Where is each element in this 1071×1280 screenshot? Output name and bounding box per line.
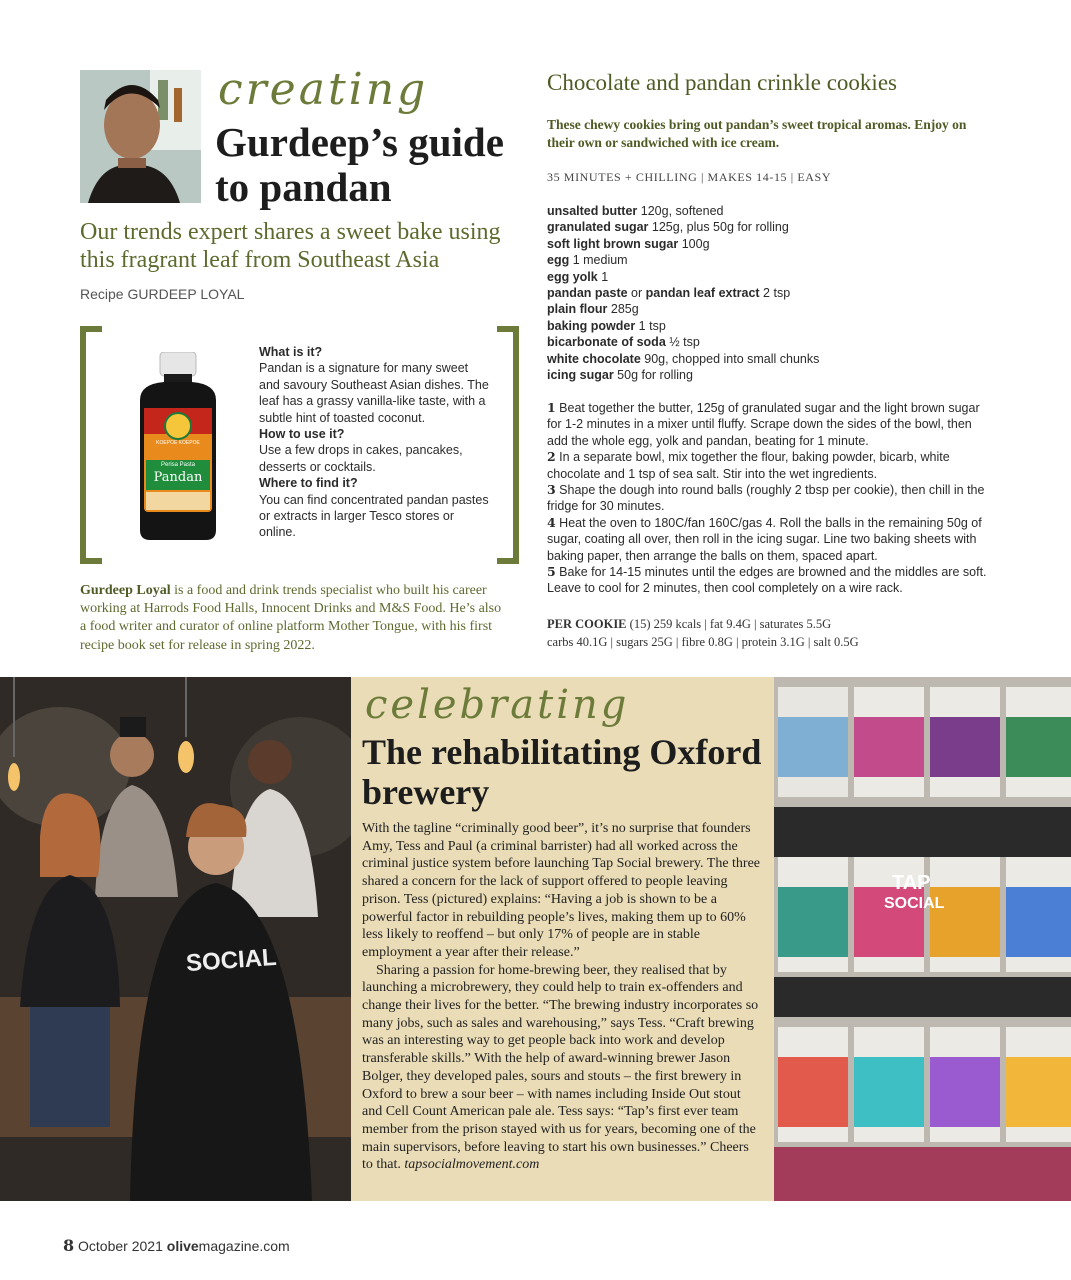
paragraph <box>362 962 762 1174</box>
can-label-tap: TAP <box>892 872 931 894</box>
step-text: In a separate bowl, mix together the flour, baking powder, bicarb, white chocolate and 1 tsp of sea salt. Stir into the wet ingredients. <box>547 450 950 481</box>
ingredient-name: egg yolk <box>547 269 598 284</box>
ingredient-name: unsalted butter <box>547 204 638 218</box>
step-number: 3 <box>547 482 556 498</box>
brewery-founders-photo <box>0 677 351 1201</box>
ingredient-amount: 120g, softened <box>637 204 724 218</box>
ingredient-name: granulated sugar <box>547 220 649 235</box>
bottle-brand-label: KOEPOE KOEPOE <box>156 440 200 446</box>
ingredient-amount: 1 tsp <box>635 318 666 333</box>
faq-answer: Use a few drops in cakes, pancakes, desserts or cocktails. <box>259 443 463 474</box>
ingredient <box>547 236 987 252</box>
ingredient-amount: 1 <box>597 269 609 284</box>
method-step <box>547 515 987 564</box>
step-number: 2 <box>547 449 556 465</box>
step-text: Shape the dough into round balls (roughly 2 tbsp per cookie), then chill in the fridge for 30 minutes. <box>547 483 985 514</box>
issue-date: October 2021 <box>74 1238 167 1254</box>
step-number: 4 <box>547 514 556 530</box>
ingredient-connector: or <box>627 286 646 301</box>
brand-bold: olive <box>166 1238 199 1254</box>
ingredient <box>547 252 987 268</box>
ingredient-amount: 285g <box>607 302 639 317</box>
brand-rest: magazine.com <box>198 1238 290 1254</box>
ingredient <box>547 334 987 350</box>
pandan-bottle-image <box>130 352 226 542</box>
article-title: Gurdeep’s guide to pandan <box>215 119 504 210</box>
ingredient-amount: 125g, plus 50g for rolling <box>648 220 789 235</box>
ingredient-amount: 2 tsp <box>759 286 791 301</box>
brewery-article-body <box>362 820 762 1174</box>
bio-text: is a food and drink trends specialist who built his career working at Harrods Food Halls, Innocent Drinks and M&S Food. He’s also a food writer and curator of online platform Mother Tongue, with his first recipe book set for release in spring 2022. <box>80 583 502 653</box>
ingredient <box>547 301 987 317</box>
author-photo <box>80 70 201 203</box>
nutrition-info <box>547 615 987 651</box>
step-text: Heat the oven to 180C/fan 160C/gas 4. Roll the balls in the remaining 50g of sugar, coating all over, then roll in the icing sugar. Line two baking sheets with baking paper, then arrange the balls on them, spaced apart. <box>547 515 982 563</box>
method-step <box>547 482 987 515</box>
faq-question: Where to find it? <box>259 476 358 491</box>
beer-cans-photo <box>774 677 1071 1201</box>
ingredient-name: pandan paste <box>547 286 628 301</box>
article-subtitle: Our trends expert shares a sweet bake using this fragrant leaf from Southeast Asia <box>80 219 501 273</box>
ingredient-amount: 100g <box>678 236 710 251</box>
bottle-label: Pandan <box>153 470 203 485</box>
ingredient-amount: ½ tsp <box>665 335 700 350</box>
faq-answer: You can find concentrated pandan pastes or extracts in larger Tesco stores or online. <box>259 492 489 540</box>
recipe-title: Chocolate and pandan crinkle cookies <box>547 70 897 95</box>
method-step <box>547 564 987 597</box>
bio-name: Gurdeep Loyal <box>80 583 171 598</box>
left-bracket-decoration <box>80 326 102 564</box>
shirt-text: SOCIAL <box>185 943 278 978</box>
ingredient <box>547 285 987 301</box>
ingredient-name: baking powder <box>547 318 636 333</box>
section-kicker-celebrating: celebrating <box>365 682 630 728</box>
ingredient-name: pandan leaf extract <box>645 286 760 301</box>
paragraph-text: Sharing a passion for home-brewing beer, they realised that by launching a microbrewery, they could help to train ex-offenders and change their lives for the better. “The brewing industry incorporates so many jobs, such as sales and warehousing,” says Tess. “Craft brewing was an interesting way to get people back into work and develop transferable skills.” With the help of award-winning brewer Jason Bolger, they developed pales, sours and stouts – the first brewery in Oxford to brew a sour beer – with names including Inside Out stout and Cell Count American pale ale. Tess says: “Tap’s first ever team member from the prison stayed with us for years, becoming one of the main supervisors, before leaving to start his own businesses.” Cheers to that. <box>362 962 759 1173</box>
ingredient <box>547 318 987 334</box>
method-step <box>547 449 987 482</box>
ingredient-name: white chocolate <box>547 351 641 366</box>
section-kicker-creating: creating <box>218 64 429 115</box>
ingredient-name: egg <box>547 253 570 268</box>
right-bracket-decoration <box>497 326 519 564</box>
method-step <box>547 400 987 449</box>
faq-question: How to use it? <box>259 427 345 442</box>
step-number: 5 <box>547 564 556 580</box>
faq-answer: Pandan is a signature for many sweet and savoury Southeast Asian dishes. The leaf has a grassy vanilla-like taste, with a subtle hint of toasted coconut. <box>259 361 489 425</box>
pandan-faq <box>259 344 489 541</box>
author-bio <box>80 582 510 655</box>
step-number: 1 <box>547 400 556 415</box>
ingredient <box>547 367 987 383</box>
ingredient-name: plain flour <box>547 302 608 317</box>
paragraph: With the tagline “criminally good beer”, it’s no surprise that founders Amy, Tess and Paul (a criminal barrister) had all worked across the criminal justice system before launching Tap Social brewery. The three shared a concern for the lack of support offered to people leaving prison. Tess (pictured) explains: “Having a job is shown to be a powerful factor in rebuilding people’s lives, making them up to 60% less likely to reoffend – but only 17% of people are in stable employment a year after their release.” <box>362 821 761 960</box>
can-label-social: SOCIAL <box>884 895 945 912</box>
page-footer <box>63 1236 290 1255</box>
ingredient-name: icing sugar <box>547 368 614 383</box>
nutrition-line2: carbs 40.1G | sugars 25G | fibre 0.8G | protein 3.1G | salt 0.5G <box>547 635 859 649</box>
ingredient <box>547 351 987 367</box>
ingredient-name: bicarbonate of soda <box>547 335 666 350</box>
nutrition-label: PER COOKIE <box>547 617 627 631</box>
brewery-title: The rehabilitating Oxford brewery <box>362 732 762 812</box>
step-text: Beat together the butter, 125g of granulated sugar and the light brown sugar for 1-2 minutes in a mixer until fluffy. Scrape down the sides of the bowl, then add the whole egg, yolk and pandan, beating for 1 minute. <box>547 401 980 448</box>
step-text: Bake for 14-15 minutes until the edges are browned and the middles are soft. Leave to cool for 2 minutes, then cool completely on a wire rack. <box>547 565 987 596</box>
ingredient-name: soft light brown sugar <box>547 236 679 251</box>
faq-question: What is it? <box>259 345 323 359</box>
ingredient <box>547 219 987 235</box>
byline: Recipe GURDEEP LOYAL <box>80 286 245 302</box>
bottle-small-label: Perisa Pasta <box>160 462 196 468</box>
ingredients-list <box>547 203 987 383</box>
nutrition-line1: (15) 259 kcals | fat 9.4G | saturates 5.5G <box>626 617 832 631</box>
ingredient-amount: 1 medium <box>569 253 628 268</box>
ingredient-amount: 90g, chopped into small chunks <box>640 351 820 366</box>
website-link[interactable]: tapsocialmovement.com <box>404 1157 540 1173</box>
recipe-intro: These chewy cookies bring out pandan’s sweet tropical aromas. Enjoy on their own or sandwiched with ice cream. <box>547 117 967 150</box>
ingredient-amount: 50g for rolling <box>613 368 693 383</box>
recipe-meta: 35 MINUTES + CHILLING | MAKES 14-15 | EASY <box>547 170 832 184</box>
method-steps <box>547 400 987 597</box>
ingredient <box>547 203 987 219</box>
ingredient <box>547 269 987 285</box>
page-number: 8 <box>63 1236 75 1255</box>
